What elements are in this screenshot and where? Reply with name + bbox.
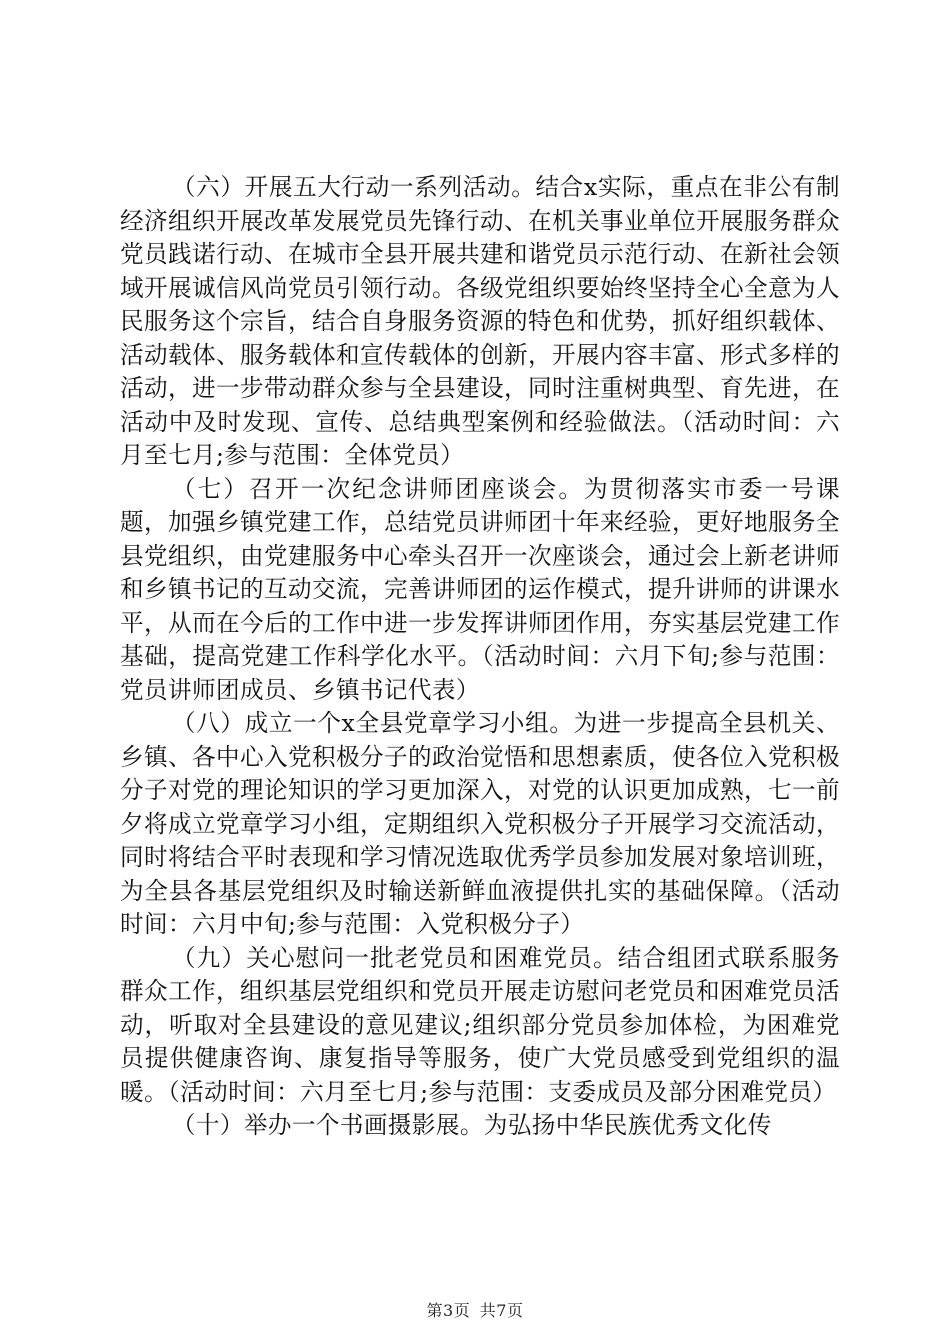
paragraph-9: （九）关心慰问一批老党员和困难党员。结合组团式联系服务群众工作，组织基层党组织和党员开展走访慰问老党员和困难党员活动，听取对全县建设的意见建议;组织部分党员参加体检，为困难党员提供健康咨询、康复指导等服务，使广大党员感受到党组织的温暖。（活动时间：六月至七月;参与范围：支委成员及部分困难党员） bbox=[120, 943, 840, 1106]
paragraph-10: （十）举办一个书画摄影展。为弘扬中华民族优秀文化传 bbox=[171, 1111, 772, 1139]
paragraph-6: （六）开展五大行动一系列活动。结合x实际，重点在非公有制经济组织开展改革发展党员先锋行动、在机关事业单位开展服务群众党员践诺行动、在城市全县开展共建和谐党员示范行动、在新社会领域开展诚信风尚党员引领行动。各级党组织要始终坚持全心全意为人民服务这个宗旨，结合自身服务资源的特色和优势，抓好组织载体、活动载体、服务载体和宣传载体的创新，开展内容丰富、形式多样的活动，进一步带动群众参与全县建设，同时注重树典型、育先进，在活动中及时发现、宣传、总结典型案例和经验做法。（活动时间：六月至七月;参与范围：全体党员） bbox=[120, 173, 840, 469]
page-total: 共7页 bbox=[479, 1301, 524, 1320]
paragraph-7: （七）召开一次纪念讲师团座谈会。为贯彻落实市委一号课题，加强乡镇党建工作，总结党员讲师团十年来经验，更好地服务全县党组织，由党建服务中心牵头召开一次座谈会，通过会上新老讲师和乡镇书记的互动交流，完善讲师团的运作模式，提升讲师的讲课水平，从而在今后的工作中进一步发挥讲师团作用，夯实基层党建工作基础，提高党建工作科学化水平。（活动时间：六月下旬;参与范围：党员讲师团成员、乡镇书记代表） bbox=[120, 474, 840, 704]
page-number: 第3页 bbox=[426, 1301, 471, 1320]
page-footer bbox=[0, 1298, 950, 1321]
document-body bbox=[120, 171, 840, 1143]
paragraph-8: （八）成立一个x全县党章学习小组。为进一步提高全县机关、乡镇、各中心入党积极分子的政治觉悟和思想素质，使各位入党积极分子对党的理论知识的学习更加深入，对党的认识更加成熟，七一前夕将成立党章学习小组，定期组织入党积极分子开展学习交流活动，同时将结合平时表现和学习情况选取优秀学员参加发展对象培训班，为全县各基层党组织及时输送新鲜血液提供扎实的基础保障。（活动时间：六月中旬;参与范围：入党积极分子） bbox=[120, 709, 840, 938]
